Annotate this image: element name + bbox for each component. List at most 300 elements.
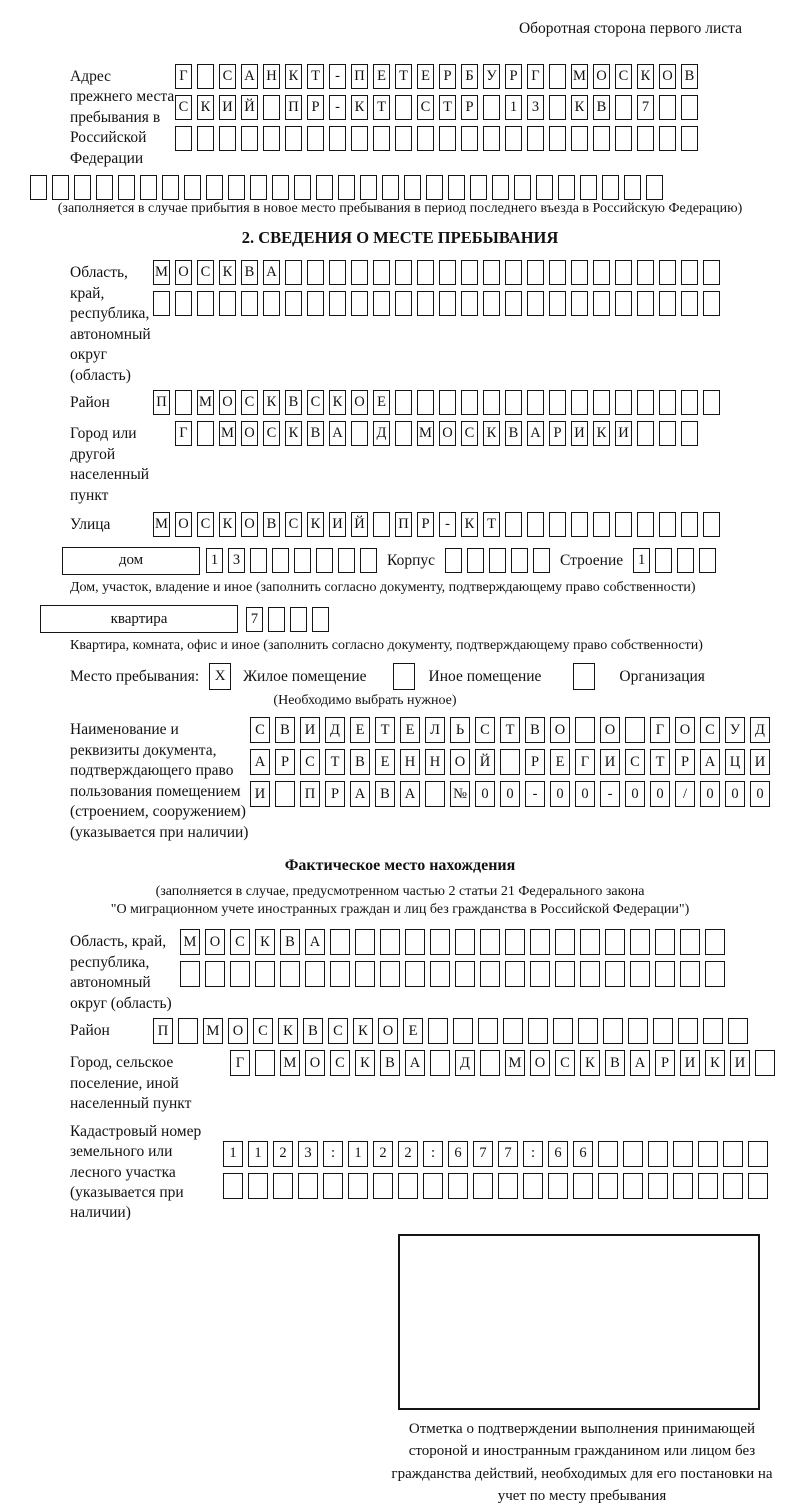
fakt-oblast-row-1[interactable] — [180, 929, 725, 955]
char-cell[interactable]: 7 — [246, 607, 263, 632]
char-cell[interactable]: 7 — [473, 1141, 493, 1167]
char-cell[interactable] — [571, 260, 588, 285]
char-cell[interactable] — [653, 1018, 673, 1044]
char-cell[interactable] — [448, 175, 465, 200]
char-cell[interactable]: В — [275, 717, 295, 743]
char-cell[interactable] — [527, 390, 544, 415]
char-cell[interactable] — [351, 421, 368, 446]
korpus-cells[interactable] — [445, 548, 550, 573]
char-cell[interactable] — [461, 390, 478, 415]
char-cell[interactable] — [430, 1050, 450, 1076]
char-cell[interactable]: Й — [241, 95, 258, 120]
char-cell[interactable]: Р — [439, 64, 456, 89]
char-cell[interactable]: В — [303, 1018, 323, 1044]
char-cell[interactable]: К — [278, 1018, 298, 1044]
char-cell[interactable]: Т — [500, 717, 520, 743]
char-cell[interactable]: И — [571, 421, 588, 446]
char-cell[interactable] — [162, 175, 179, 200]
char-cell[interactable]: И — [615, 421, 632, 446]
char-cell[interactable]: Т — [375, 717, 395, 743]
char-cell[interactable]: М — [180, 929, 200, 955]
char-cell[interactable]: С — [219, 64, 236, 89]
char-cell[interactable] — [527, 260, 544, 285]
char-cell[interactable] — [307, 126, 324, 151]
char-cell[interactable]: И — [730, 1050, 750, 1076]
char-cell[interactable]: О — [659, 64, 676, 89]
char-cell[interactable]: Г — [175, 421, 192, 446]
char-cell[interactable] — [681, 260, 698, 285]
char-cell[interactable] — [483, 95, 500, 120]
char-cell[interactable]: 1 — [223, 1141, 243, 1167]
char-cell[interactable]: К — [483, 421, 500, 446]
char-cell[interactable]: К — [593, 421, 610, 446]
char-cell[interactable]: Т — [650, 749, 670, 775]
char-cell[interactable]: К — [637, 64, 654, 89]
char-cell[interactable]: К — [285, 421, 302, 446]
char-cell[interactable]: Е — [417, 64, 434, 89]
char-cell[interactable]: 3 — [228, 548, 245, 573]
char-cell[interactable] — [678, 1018, 698, 1044]
fakt-gorod-row[interactable] — [230, 1050, 775, 1114]
char-cell[interactable]: О — [593, 64, 610, 89]
char-cell[interactable]: К — [285, 64, 302, 89]
char-cell[interactable]: С — [307, 390, 324, 415]
char-cell[interactable]: Й — [351, 512, 368, 537]
prev-address-row-1[interactable] — [175, 64, 698, 89]
char-cell[interactable]: 3 — [527, 95, 544, 120]
char-cell[interactable]: Т — [325, 749, 345, 775]
char-cell[interactable] — [623, 1173, 643, 1199]
char-cell[interactable] — [549, 95, 566, 120]
oblast-row-1[interactable] — [153, 260, 720, 285]
char-cell[interactable] — [505, 126, 522, 151]
char-cell[interactable] — [275, 781, 295, 807]
kadastr-row-2[interactable] — [223, 1173, 768, 1199]
char-cell[interactable] — [280, 961, 300, 987]
zhiloe-checkbox[interactable]: X — [209, 663, 231, 690]
char-cell[interactable]: В — [280, 929, 300, 955]
char-cell[interactable] — [677, 548, 694, 573]
char-cell[interactable] — [461, 260, 478, 285]
char-cell[interactable]: О — [219, 390, 236, 415]
doc-row-2[interactable] — [250, 749, 770, 775]
char-cell[interactable]: - — [525, 781, 545, 807]
char-cell[interactable] — [637, 260, 654, 285]
char-cell[interactable] — [483, 390, 500, 415]
char-cell[interactable]: С — [263, 421, 280, 446]
org-checkbox[interactable] — [573, 663, 595, 690]
char-cell[interactable] — [698, 1173, 718, 1199]
kvartira-cells[interactable] — [246, 607, 329, 632]
prev-address-row-3[interactable] — [175, 126, 698, 151]
char-cell[interactable]: 0 — [650, 781, 670, 807]
char-cell[interactable] — [439, 260, 456, 285]
char-cell[interactable] — [728, 1018, 748, 1044]
char-cell[interactable]: 2 — [373, 1141, 393, 1167]
char-cell[interactable]: 1 — [348, 1141, 368, 1167]
char-cell[interactable]: 0 — [750, 781, 770, 807]
char-cell[interactable]: В — [380, 1050, 400, 1076]
char-cell[interactable]: Н — [400, 749, 420, 775]
char-cell[interactable]: А — [405, 1050, 425, 1076]
char-cell[interactable] — [285, 260, 302, 285]
char-cell[interactable] — [593, 260, 610, 285]
char-cell[interactable]: К — [353, 1018, 373, 1044]
char-cell[interactable] — [549, 126, 566, 151]
char-cell[interactable]: Д — [373, 421, 390, 446]
char-cell[interactable]: Р — [275, 749, 295, 775]
char-cell[interactable]: О — [530, 1050, 550, 1076]
char-cell[interactable] — [175, 126, 192, 151]
char-cell[interactable] — [705, 929, 725, 955]
char-cell[interactable] — [536, 175, 553, 200]
char-cell[interactable]: Е — [350, 717, 370, 743]
char-cell[interactable] — [571, 291, 588, 316]
char-cell[interactable] — [228, 175, 245, 200]
char-cell[interactable]: Р — [675, 749, 695, 775]
char-cell[interactable]: В — [307, 421, 324, 446]
char-cell[interactable]: И — [750, 749, 770, 775]
char-cell[interactable] — [637, 421, 654, 446]
char-cell[interactable] — [470, 175, 487, 200]
char-cell[interactable]: К — [461, 512, 478, 537]
char-cell[interactable] — [423, 1173, 443, 1199]
char-cell[interactable]: П — [285, 95, 302, 120]
char-cell[interactable] — [571, 126, 588, 151]
char-cell[interactable]: - — [439, 512, 456, 537]
char-cell[interactable]: К — [219, 512, 236, 537]
char-cell[interactable] — [483, 126, 500, 151]
char-cell[interactable]: Р — [505, 64, 522, 89]
char-cell[interactable]: И — [329, 512, 346, 537]
char-cell[interactable]: А — [400, 781, 420, 807]
char-cell[interactable] — [628, 1018, 648, 1044]
char-cell[interactable]: Т — [307, 64, 324, 89]
char-cell[interactable] — [467, 548, 484, 573]
char-cell[interactable]: О — [241, 421, 258, 446]
char-cell[interactable]: А — [329, 421, 346, 446]
char-cell[interactable] — [548, 1173, 568, 1199]
char-cell[interactable]: И — [600, 749, 620, 775]
char-cell[interactable]: 0 — [475, 781, 495, 807]
char-cell[interactable] — [511, 548, 528, 573]
char-cell[interactable] — [659, 95, 676, 120]
char-cell[interactable]: П — [351, 64, 368, 89]
char-cell[interactable]: Н — [263, 64, 280, 89]
char-cell[interactable] — [74, 175, 91, 200]
char-cell[interactable] — [338, 548, 355, 573]
char-cell[interactable] — [448, 1173, 468, 1199]
char-cell[interactable]: А — [305, 929, 325, 955]
char-cell[interactable] — [593, 291, 610, 316]
char-cell[interactable] — [681, 512, 698, 537]
char-cell[interactable] — [380, 961, 400, 987]
char-cell[interactable] — [351, 291, 368, 316]
char-cell[interactable]: К — [329, 390, 346, 415]
char-cell[interactable] — [505, 929, 525, 955]
char-cell[interactable] — [505, 291, 522, 316]
char-cell[interactable]: П — [395, 512, 412, 537]
char-cell[interactable]: А — [527, 421, 544, 446]
char-cell[interactable] — [478, 1018, 498, 1044]
char-cell[interactable] — [555, 929, 575, 955]
char-cell[interactable]: К — [580, 1050, 600, 1076]
char-cell[interactable]: В — [605, 1050, 625, 1076]
char-cell[interactable] — [395, 390, 412, 415]
char-cell[interactable]: В — [263, 512, 280, 537]
char-cell[interactable] — [703, 1018, 723, 1044]
char-cell[interactable] — [723, 1173, 743, 1199]
char-cell[interactable] — [659, 126, 676, 151]
char-cell[interactable] — [338, 175, 355, 200]
char-cell[interactable]: О — [450, 749, 470, 775]
char-cell[interactable] — [250, 175, 267, 200]
char-cell[interactable] — [473, 1173, 493, 1199]
char-cell[interactable] — [180, 961, 200, 987]
char-cell[interactable] — [748, 1141, 768, 1167]
char-cell[interactable] — [680, 961, 700, 987]
char-cell[interactable]: С — [197, 260, 214, 285]
doc-row-3[interactable] — [250, 781, 770, 807]
char-cell[interactable] — [351, 126, 368, 151]
char-cell[interactable]: В — [505, 421, 522, 446]
char-cell[interactable] — [330, 961, 350, 987]
char-cell[interactable]: О — [205, 929, 225, 955]
char-cell[interactable] — [425, 781, 445, 807]
char-cell[interactable] — [312, 607, 329, 632]
char-cell[interactable]: К — [255, 929, 275, 955]
char-cell[interactable]: 0 — [625, 781, 645, 807]
char-cell[interactable] — [439, 291, 456, 316]
char-cell[interactable] — [439, 126, 456, 151]
char-cell[interactable] — [615, 260, 632, 285]
char-cell[interactable] — [30, 175, 47, 200]
char-cell[interactable] — [272, 548, 289, 573]
char-cell[interactable] — [219, 126, 236, 151]
char-cell[interactable] — [405, 961, 425, 987]
char-cell[interactable]: 1 — [505, 95, 522, 120]
char-cell[interactable] — [197, 291, 214, 316]
char-cell[interactable]: Й — [475, 749, 495, 775]
char-cell[interactable] — [605, 961, 625, 987]
fakt-raion-row[interactable] — [153, 1018, 748, 1044]
char-cell[interactable]: М — [153, 260, 170, 285]
char-cell[interactable]: В — [350, 749, 370, 775]
inoe-checkbox[interactable] — [393, 663, 415, 690]
char-cell[interactable] — [681, 291, 698, 316]
char-cell[interactable] — [153, 291, 170, 316]
char-cell[interactable] — [197, 126, 214, 151]
char-cell[interactable]: А — [700, 749, 720, 775]
char-cell[interactable]: Т — [439, 95, 456, 120]
char-cell[interactable] — [382, 175, 399, 200]
char-cell[interactable] — [380, 929, 400, 955]
kadastr-row-1[interactable] — [223, 1141, 768, 1167]
char-cell[interactable] — [558, 175, 575, 200]
char-cell[interactable] — [197, 64, 214, 89]
char-cell[interactable]: 2 — [398, 1141, 418, 1167]
char-cell[interactable]: Т — [373, 95, 390, 120]
char-cell[interactable] — [445, 548, 462, 573]
char-cell[interactable]: И — [680, 1050, 700, 1076]
char-cell[interactable] — [455, 929, 475, 955]
char-cell[interactable] — [703, 512, 720, 537]
char-cell[interactable] — [307, 291, 324, 316]
char-cell[interactable]: С — [250, 717, 270, 743]
char-cell[interactable]: К — [351, 95, 368, 120]
char-cell[interactable]: А — [350, 781, 370, 807]
char-cell[interactable] — [703, 291, 720, 316]
char-cell[interactable] — [175, 291, 192, 316]
char-cell[interactable]: О — [241, 512, 258, 537]
char-cell[interactable] — [272, 175, 289, 200]
char-cell[interactable] — [316, 548, 333, 573]
char-cell[interactable] — [307, 260, 324, 285]
char-cell[interactable]: К — [705, 1050, 725, 1076]
oblast-row-2[interactable] — [153, 291, 720, 316]
char-cell[interactable]: А — [630, 1050, 650, 1076]
char-cell[interactable]: И — [300, 717, 320, 743]
char-cell[interactable] — [206, 175, 223, 200]
char-cell[interactable] — [395, 291, 412, 316]
char-cell[interactable] — [527, 512, 544, 537]
char-cell[interactable]: О — [228, 1018, 248, 1044]
char-cell[interactable] — [615, 512, 632, 537]
char-cell[interactable]: П — [300, 781, 320, 807]
char-cell[interactable] — [360, 175, 377, 200]
char-cell[interactable] — [355, 929, 375, 955]
char-cell[interactable]: В — [241, 260, 258, 285]
char-cell[interactable]: О — [675, 717, 695, 743]
char-cell[interactable] — [630, 929, 650, 955]
char-cell[interactable]: М — [505, 1050, 525, 1076]
ulitsa-row[interactable] — [153, 512, 720, 537]
char-cell[interactable] — [681, 390, 698, 415]
char-cell[interactable]: Н — [425, 749, 445, 775]
char-cell[interactable] — [755, 1050, 775, 1076]
char-cell[interactable] — [230, 961, 250, 987]
char-cell[interactable]: Р — [525, 749, 545, 775]
char-cell[interactable]: С — [285, 512, 302, 537]
char-cell[interactable]: О — [439, 421, 456, 446]
char-cell[interactable] — [659, 260, 676, 285]
char-cell[interactable]: Ц — [725, 749, 745, 775]
char-cell[interactable]: : — [523, 1141, 543, 1167]
char-cell[interactable] — [323, 1173, 343, 1199]
char-cell[interactable]: 0 — [575, 781, 595, 807]
char-cell[interactable] — [530, 929, 550, 955]
char-cell[interactable]: Д — [455, 1050, 475, 1076]
char-cell[interactable] — [263, 95, 280, 120]
char-cell[interactable] — [316, 175, 333, 200]
char-cell[interactable] — [530, 961, 550, 987]
char-cell[interactable] — [498, 1173, 518, 1199]
char-cell[interactable] — [480, 1050, 500, 1076]
char-cell[interactable]: 7 — [637, 95, 654, 120]
char-cell[interactable] — [523, 1173, 543, 1199]
char-cell[interactable] — [373, 291, 390, 316]
char-cell[interactable] — [395, 260, 412, 285]
char-cell[interactable] — [285, 126, 302, 151]
char-cell[interactable] — [480, 929, 500, 955]
char-cell[interactable] — [405, 929, 425, 955]
char-cell[interactable]: 3 — [298, 1141, 318, 1167]
char-cell[interactable]: М — [219, 421, 236, 446]
char-cell[interactable]: С — [328, 1018, 348, 1044]
char-cell[interactable] — [503, 1018, 523, 1044]
char-cell[interactable] — [571, 512, 588, 537]
char-cell[interactable] — [527, 291, 544, 316]
char-cell[interactable] — [528, 1018, 548, 1044]
char-cell[interactable]: С — [175, 95, 192, 120]
char-cell[interactable]: Е — [375, 749, 395, 775]
char-cell[interactable]: В — [375, 781, 395, 807]
gorod-row[interactable] — [175, 421, 698, 506]
char-cell[interactable] — [483, 260, 500, 285]
char-cell[interactable]: Р — [307, 95, 324, 120]
char-cell[interactable]: Г — [175, 64, 192, 89]
char-cell[interactable] — [455, 961, 475, 987]
char-cell[interactable] — [329, 126, 346, 151]
char-cell[interactable] — [439, 390, 456, 415]
char-cell[interactable]: Р — [417, 512, 434, 537]
char-cell[interactable] — [140, 175, 157, 200]
char-cell[interactable] — [681, 126, 698, 151]
char-cell[interactable]: К — [263, 390, 280, 415]
char-cell[interactable] — [250, 548, 267, 573]
char-cell[interactable] — [351, 260, 368, 285]
char-cell[interactable] — [395, 126, 412, 151]
char-cell[interactable] — [593, 126, 610, 151]
char-cell[interactable]: 1 — [633, 548, 650, 573]
char-cell[interactable]: О — [550, 717, 570, 743]
char-cell[interactable] — [355, 961, 375, 987]
char-cell[interactable] — [723, 1141, 743, 1167]
char-cell[interactable]: Г — [230, 1050, 250, 1076]
char-cell[interactable] — [615, 291, 632, 316]
char-cell[interactable] — [673, 1141, 693, 1167]
char-cell[interactable]: 6 — [548, 1141, 568, 1167]
char-cell[interactable] — [263, 291, 280, 316]
char-cell[interactable] — [603, 1018, 623, 1044]
char-cell[interactable]: Р — [549, 421, 566, 446]
char-cell[interactable] — [655, 548, 672, 573]
char-cell[interactable] — [699, 548, 716, 573]
char-cell[interactable] — [330, 929, 350, 955]
char-cell[interactable] — [703, 260, 720, 285]
char-cell[interactable] — [223, 1173, 243, 1199]
char-cell[interactable]: О — [175, 260, 192, 285]
char-cell[interactable] — [248, 1173, 268, 1199]
char-cell[interactable]: О — [378, 1018, 398, 1044]
char-cell[interactable]: Ь — [450, 717, 470, 743]
char-cell[interactable]: С — [417, 95, 434, 120]
char-cell[interactable]: П — [153, 1018, 173, 1044]
char-cell[interactable] — [273, 1173, 293, 1199]
char-cell[interactable] — [263, 126, 280, 151]
char-cell[interactable] — [615, 390, 632, 415]
char-cell[interactable] — [241, 291, 258, 316]
char-cell[interactable]: С — [461, 421, 478, 446]
char-cell[interactable] — [329, 291, 346, 316]
char-cell[interactable]: 0 — [700, 781, 720, 807]
char-cell[interactable] — [580, 929, 600, 955]
char-cell[interactable]: М — [280, 1050, 300, 1076]
char-cell[interactable] — [655, 961, 675, 987]
char-cell[interactable] — [255, 961, 275, 987]
char-cell[interactable]: Е — [403, 1018, 423, 1044]
char-cell[interactable]: О — [305, 1050, 325, 1076]
